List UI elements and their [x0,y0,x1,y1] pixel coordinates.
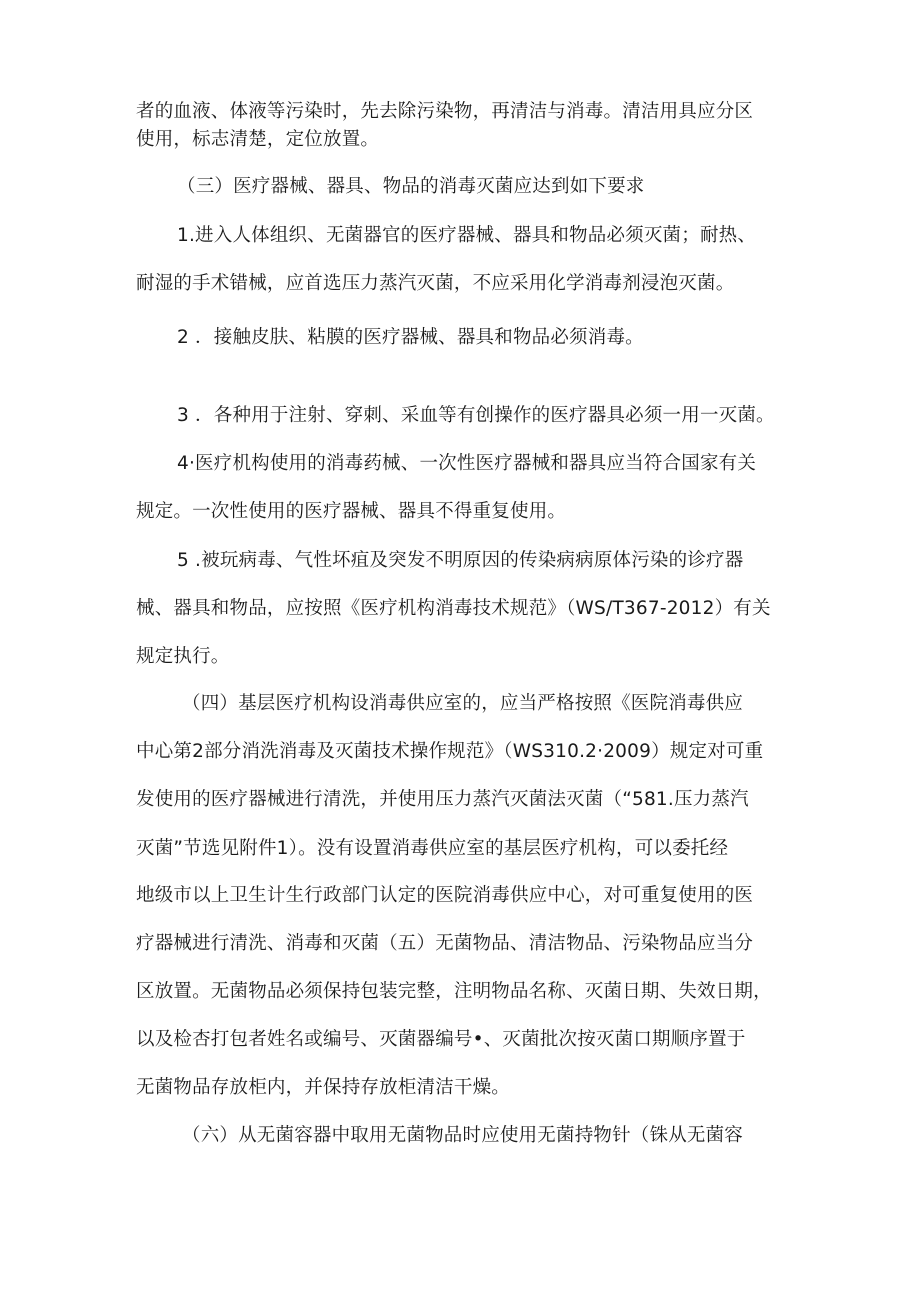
text-line: 地级市以上卫生计生行政部门认定的医院消毒供应中心，对可重复使用的医 [136,885,754,906]
text-line: 5 .被玩病毒、气性坏疽及突发不明原因的传染病病原体污染的诊疗器 [177,550,744,571]
text-line: 灭菌”节选见附件1）。没有设置消毒供应室的基层医疗机构，可以委托经 [136,838,729,859]
text-line: 使用，标志清楚，定位放置。 [136,129,380,150]
text-line: （四）基层医疗机构设消毒供应室的，应当严格按照《医院消毒供应 [182,693,744,714]
text-line: 疗器械进行清洗、消毒和灭菌（五）无菌物品、清洁物品、污染物品应当分 [136,933,754,954]
text-line: 者的血液、体液等污染时，先去除污染物，再清洁与消毒。清洁用具应分区 [136,101,754,122]
text-line: 中心第2部分消洗消毒及灭菌技术操作规范》（WS310.2·2009）规定对可重 [136,741,764,762]
text-line: 3 ．各种用于注射、穿刺、采血等有创操作的医疗器具必须一用一灭菌。 [177,405,775,426]
text-line: 规定执行。 [136,646,230,667]
text-line: 发使用的医疗器械进行清洗，并使用压力蒸汽灭菌法灭菌（“581.压力蒸汽 [136,789,749,810]
text-line: 区放置。无菌物品必须保持包装完整，注明物品名称、灭菌日期、失效日期， [136,981,772,1002]
text-line: 无菌物品存放柜内，并保持存放柜清洁干燥。 [136,1077,511,1098]
text-line: 4·医疗机构使用的消毒药械、一次性医疗器械和器具应当符合国家有关 [177,453,757,474]
text-line: 2 ．接触皮肤、粘膜的医疗器械、器具和物品必须消毒。 [177,327,644,348]
text-line: 以及检杏打包者姓名或编号、灭菌器编号•、灭菌批次按灭菌口期顺序置于 [136,1029,746,1050]
text-line: 规定。一次性使用的医疗器械、器具不得重复使用。 [136,501,567,522]
text-line: （六）从无菌容器中取用无菌物品时应使用无菌持物针（铢从无菌容 [182,1125,744,1146]
text-line: （三）医疗器械、器具、物品的消毒灭菌应达到如下要求 [177,176,645,197]
text-line: 1.进入人体组织、无菌器官的医疗器械、器具和物品必须灭菌；耐热、 [177,225,757,246]
text-line: 械、器具和物品，应按照《医疗机构消毒技术规范》（WS/T367-2012）有关 [136,598,771,619]
text-line: 耐湿的手术错械，应首选压力蒸汽灭菌，不应采用化学消毒剂浸泡灭菌。 [136,273,735,294]
